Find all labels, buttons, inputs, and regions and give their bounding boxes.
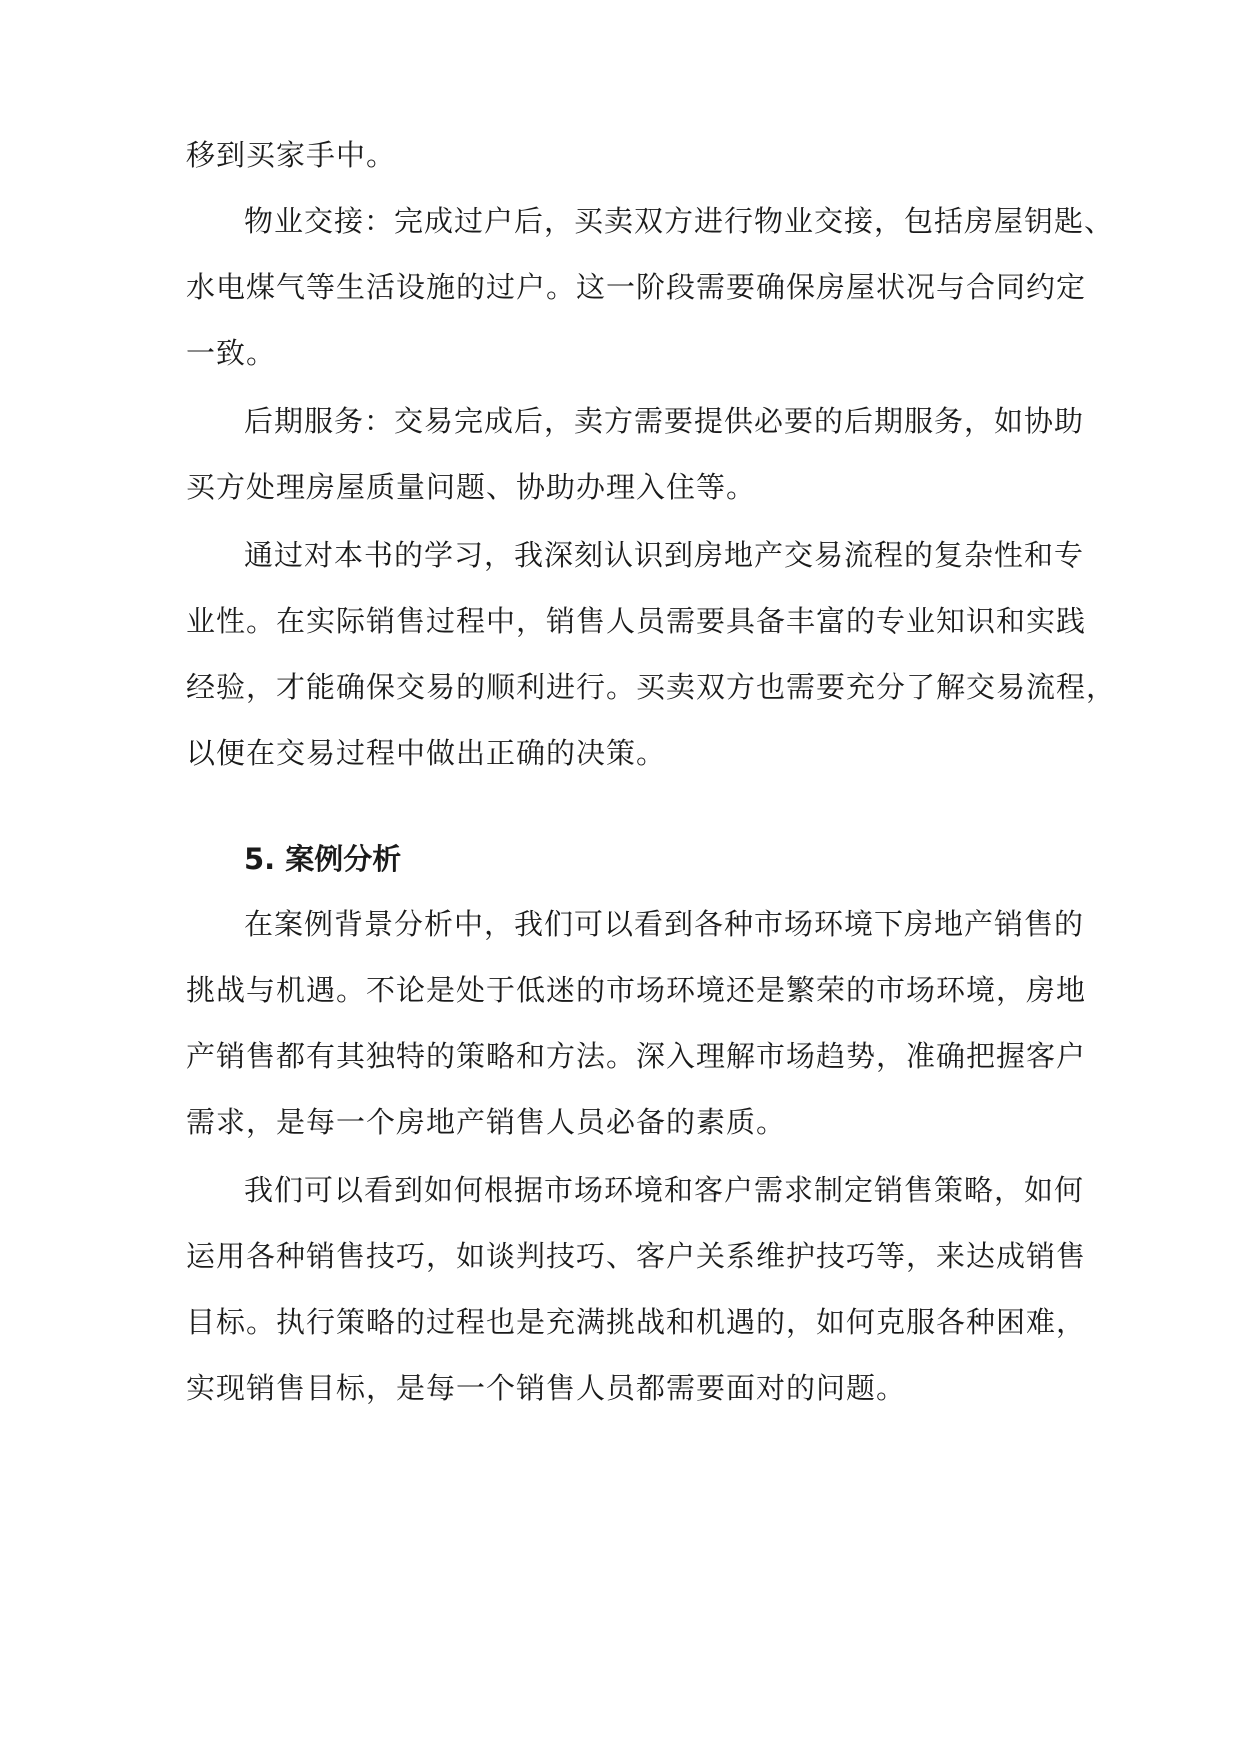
text-line: 运用各种销售技巧，如谈判技巧、客户关系维护技巧等，来达成销售 [186, 1239, 1087, 1273]
text-line: 通过对本书的学习，我深刻认识到房地产交易流程的复杂性和专 [244, 538, 1085, 572]
text-line: 移到买家手中。 [186, 138, 397, 172]
text-line: 产销售都有其独特的策略和方法。深入理解市场趋势，准确把握客户 [186, 1039, 1087, 1073]
text-line: 以便在交易过程中做出正确的决策。 [186, 736, 667, 770]
text-line: 需求，是每一个房地产销售人员必备的素质。 [186, 1105, 787, 1139]
text-line: 物业交接：完成过户后，买卖双方进行物业交接，包括房屋钥匙、 [244, 204, 1115, 238]
text-line: 目标。执行策略的过程也是充满挑战和机遇的，如何克服各种困难， [186, 1305, 1087, 1339]
text-line: 实现销售目标，是每一个销售人员都需要面对的问题。 [186, 1371, 907, 1405]
text-line: 业性。在实际销售过程中，销售人员需要具备丰富的专业知识和实践 [186, 604, 1087, 638]
text-line: 我们可以看到如何根据市场环境和客户需求制定销售策略，如何 [244, 1173, 1085, 1207]
text-line: 经验，才能确保交易的顺利进行。买卖双方也需要充分了解交易流程， [186, 670, 1117, 704]
text-line: 水电煤气等生活设施的过户。这一阶段需要确保房屋状况与合同约定 [186, 270, 1087, 304]
section-heading: 5. 案例分析 [244, 842, 402, 876]
text-line: 挑战与机遇。不论是处于低迷的市场环境还是繁荣的市场环境，房地 [186, 973, 1087, 1007]
text-line: 买方处理房屋质量问题、协助办理入住等。 [186, 470, 757, 504]
text-line: 在案例背景分析中，我们可以看到各种市场环境下房地产销售的 [244, 907, 1085, 941]
text-line: 后期服务：交易完成后，卖方需要提供必要的后期服务，如协助 [244, 404, 1085, 438]
text-line: 一致。 [186, 336, 277, 370]
